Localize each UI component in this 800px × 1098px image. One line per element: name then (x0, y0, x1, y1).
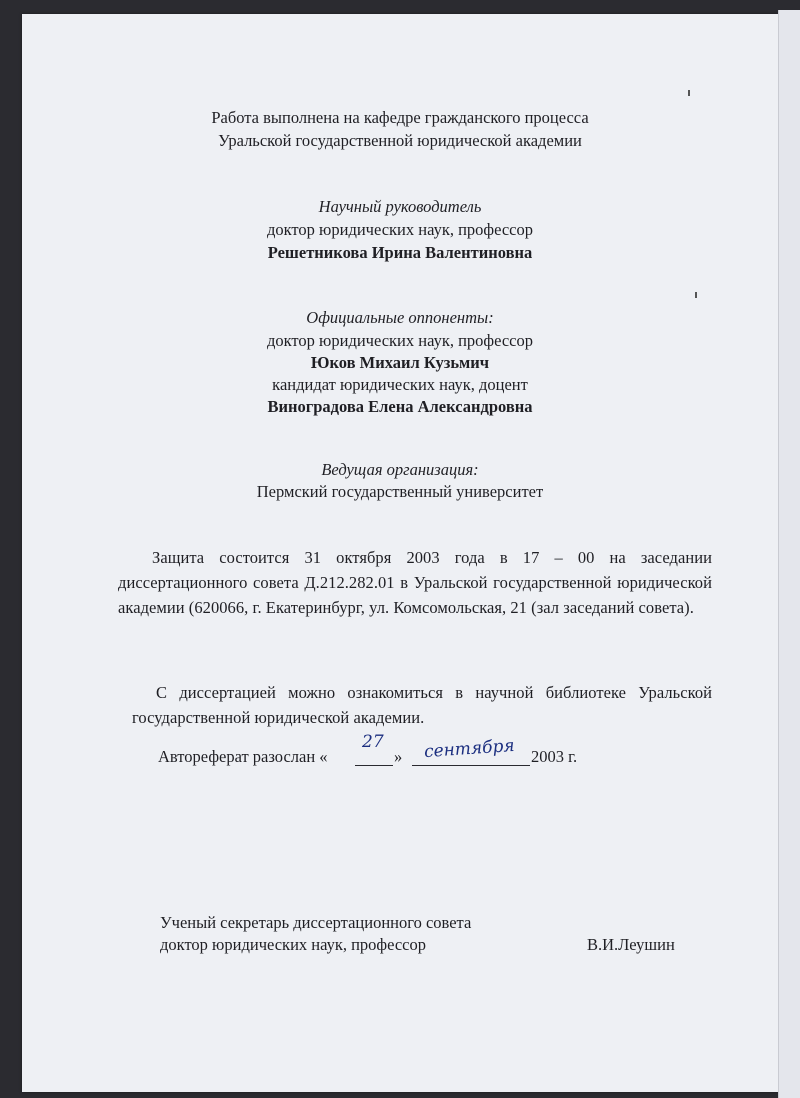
scan-mark (695, 292, 697, 298)
opponents-label: Официальные оппоненты: (306, 308, 494, 327)
month-underline (412, 765, 530, 766)
mailing-quote-close: » (394, 747, 403, 766)
supervisor-label: Научный руководитель (318, 197, 482, 216)
supervisor-degree: доктор юридических наук, профессор (266, 220, 533, 239)
mailing-prefix: Автореферат разослан « (158, 747, 328, 766)
lead-org-name: Пермский государственный университет (256, 482, 544, 501)
header-line-2: Уральской государственной юридической академии (218, 131, 582, 150)
day-underline (355, 765, 393, 766)
opponent-1-degree: доктор юридических наук, профессор (266, 331, 533, 350)
supervisor-name: Решетникова Ирина Валентиновна (267, 243, 533, 262)
mailing-year: 2003 г. (531, 747, 578, 766)
opponent-1-name: Юков Михаил Кузьмич (310, 353, 490, 372)
handwritten-month: сентября (423, 735, 516, 763)
opponent-2-name: Виноградова Елена Александровна (267, 397, 533, 416)
secretary-degree: доктор юридических наук, профессор (160, 935, 427, 954)
defense-paragraph: Защита состоится 31 октября 2003 года в 17 – 00 на заседании диссертационного совета Д.212.282.01 в Уральской государственной юридической академии (620066, г. Екатеринбург, ул. Комсомольская, 21 (зал заседаний совета). (118, 548, 712, 617)
opponent-2-degree: кандидат юридических наук, доцент (272, 375, 528, 394)
lead-org-label: Ведущая организация: (321, 460, 479, 479)
secretary-title: Ученый секретарь диссертационного совета (160, 913, 472, 932)
scan-mark (688, 90, 690, 96)
library-paragraph: С диссертацией можно ознакомиться в научной библиотеке Уральской государственной юридической академии. (132, 683, 712, 727)
next-page-edge (778, 10, 800, 1098)
secretary-name: В.И.Леушин (587, 935, 675, 954)
header-line-1: Работа выполнена на кафедре гражданского процесса (211, 108, 589, 127)
handwritten-day: 27 (362, 732, 384, 752)
